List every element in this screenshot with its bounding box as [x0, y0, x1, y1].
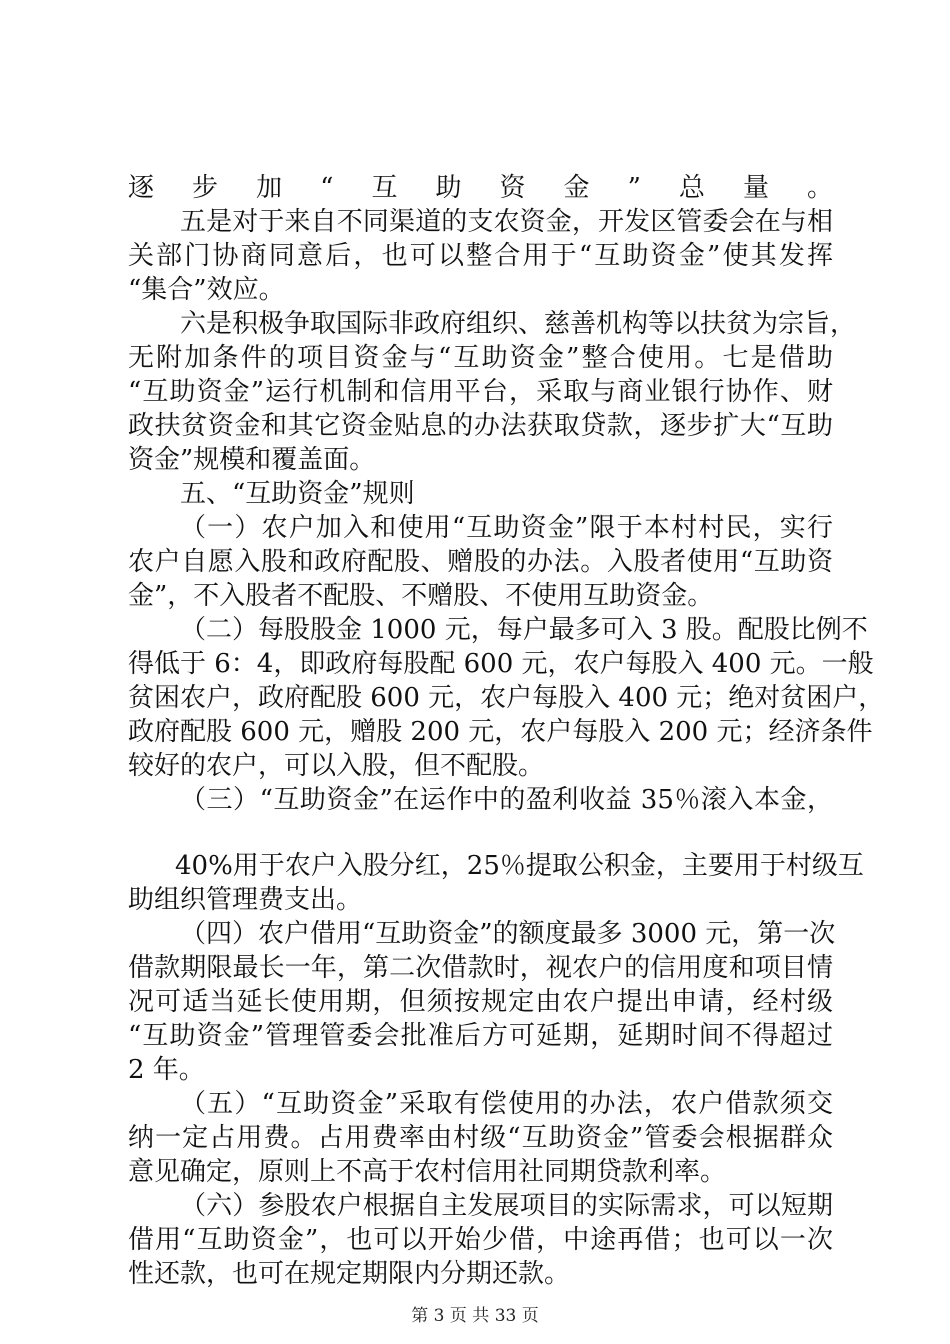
text-line: 农户自愿入股和政府配股、赠股的办法。入股者使用“互助资: [128, 547, 833, 577]
text-line: 40%用于农户入股分红，25％提取公积金，主要用于村级互: [175, 851, 864, 881]
text-line: （三）“互助资金”在运作中的盈利收益 35％滚入本金，: [180, 785, 833, 815]
text-line: “互助资金”运行机制和信用平台，采取与商业银行协作、财: [128, 377, 833, 407]
text-line: 2 年。: [128, 1055, 205, 1085]
text-line: “集合”效应。: [128, 275, 285, 305]
page-number-footer: 第 3 页 共 33 页: [411, 1306, 539, 1326]
text-line: （五）“互助资金”采取有偿使用的办法，农户借款须交: [180, 1089, 833, 1119]
text-line: 资金”规模和覆盖面。: [128, 445, 376, 475]
text-line: 意见确定，原则上不高于农村信用社同期贷款利率。: [128, 1157, 727, 1187]
text-line: 借用“互助资金”，也可以开始少借，中途再借；也可以一次: [128, 1225, 833, 1255]
text-line: 况可适当延长使用期，但须按规定由农户提出申请，经村级: [128, 987, 833, 1017]
section-heading: 五、“互助资金”规则: [180, 479, 415, 509]
text-line: （一）农户加入和使用“互助资金”限于本村村民，实行: [180, 513, 833, 543]
text-line: 纳一定占用费。占用费率由村级“互助资金”管委会根据群众: [128, 1123, 833, 1153]
text-line: 逐步加“互助资金”总量。: [128, 173, 833, 203]
text-line: 借款期限最长一年，第二次借款时，视农户的信用度和项目情: [128, 953, 833, 983]
text-line: 助组织管理费支出。: [128, 885, 363, 915]
text-line: 六是积极争取国际非政府组织、慈善机构等以扶贫为宗旨，: [180, 309, 857, 339]
text-line: 性还款，也可在规定期限内分期还款。: [128, 1259, 571, 1289]
text-line: 五是对于来自不同渠道的支农资金，开发区管委会在与相: [180, 207, 833, 237]
text-line: 政府配股 600 元，赠股 200 元，农户每股入 200 元；经济条件: [128, 717, 873, 747]
text-line: （二）每股股金 1000 元，每户最多可入 3 股。配股比例不: [180, 615, 868, 645]
text-line: 较好的农户，可以入股，但不配股。: [128, 751, 545, 781]
text-line: 关部门协商同意后，也可以整合用于“互助资金”使其发挥: [128, 241, 833, 271]
text-line: 政扶贫资金和其它资金贴息的办法获取贷款，逐步扩大“互助: [128, 411, 833, 441]
text-line: （六）参股农户根据自主发展项目的实际需求，可以短期: [180, 1191, 833, 1221]
text-line: （四）农户借用“互助资金”的额度最多 3000 元，第一次: [180, 919, 836, 949]
text-line: 无附加条件的项目资金与“互助资金”整合使用。七是借助: [128, 343, 833, 373]
text-line: “互助资金”管理管委会批准后方可延期，延期时间不得超过: [128, 1021, 833, 1051]
text-line: 得低于 6：4，即政府每股配 600 元，农户每股入 400 元。一般: [128, 649, 874, 679]
text-line: 贫困农户，政府配股 600 元，农户每股入 400 元；绝对贫困户，: [128, 683, 885, 713]
text-line: 金”，不入股者不配股、不赠股、不使用互助资金。: [128, 581, 714, 611]
